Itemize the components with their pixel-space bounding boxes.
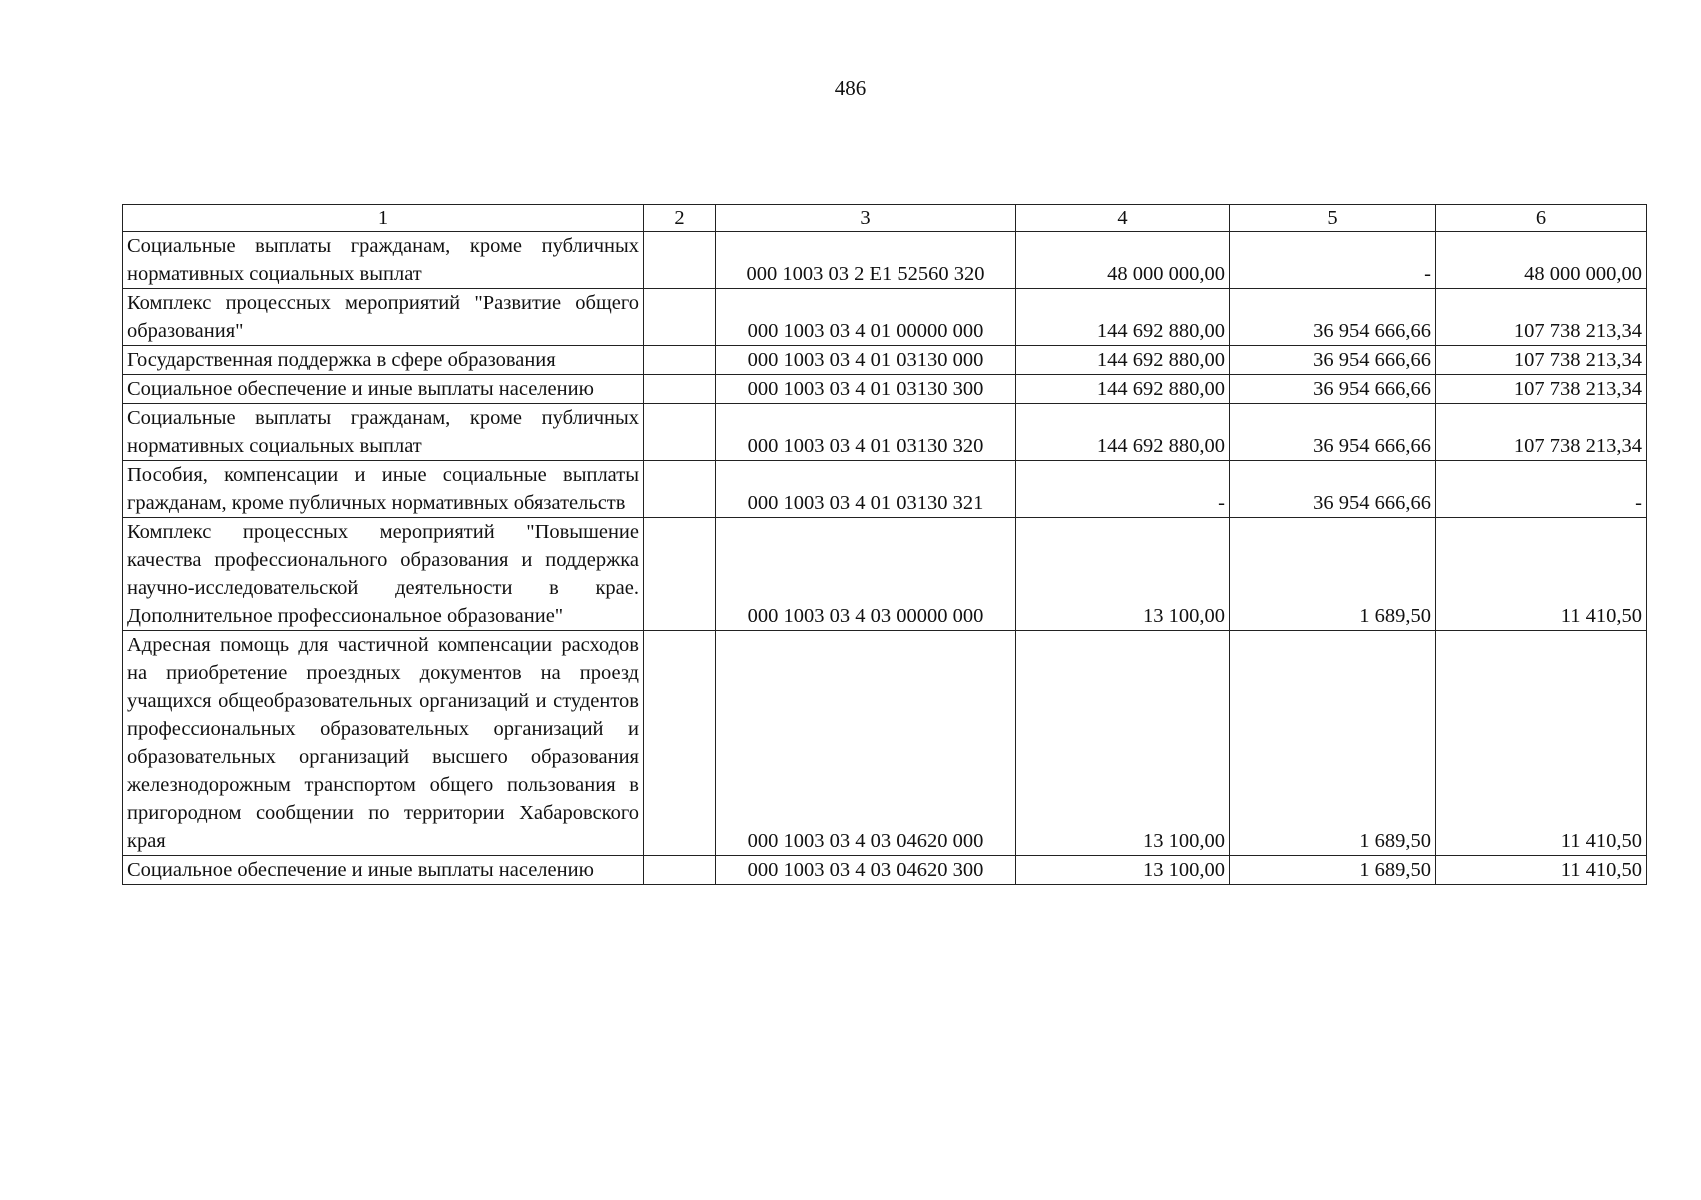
row-code: 000 1003 03 4 03 04620 000 [716, 631, 1016, 856]
row-col6: 107 738 213,34 [1436, 289, 1647, 346]
row-col4: 13 100,00 [1016, 631, 1230, 856]
column-header-2: 2 [644, 205, 716, 232]
row-col2 [644, 404, 716, 461]
row-col2 [644, 631, 716, 856]
column-header-4: 4 [1016, 205, 1230, 232]
table-row [123, 461, 1647, 518]
row-col6: 11 410,50 [1436, 631, 1647, 856]
row-col6: 48 000 000,00 [1436, 232, 1647, 289]
row-col4: 13 100,00 [1016, 856, 1230, 885]
row-name: Социальные выплаты гражданам, кроме публичных нормативных социальных выплат [123, 404, 644, 461]
row-col4: 144 692 880,00 [1016, 346, 1230, 375]
row-name: Комплекс процессных мероприятий "Развитие общего образования" [123, 289, 644, 346]
row-col5: 36 954 666,66 [1230, 461, 1436, 518]
row-col2 [644, 375, 716, 404]
row-col6: 107 738 213,34 [1436, 346, 1647, 375]
row-col2 [644, 856, 716, 885]
row-col5: 36 954 666,66 [1230, 289, 1436, 346]
row-name: Социальные выплаты гражданам, кроме публичных нормативных социальных выплат [123, 232, 644, 289]
page-number: 486 [834, 76, 867, 100]
row-code: 000 1003 03 4 01 03130 320 [716, 404, 1016, 461]
row-name: Социальное обеспечение и иные выплаты населению [123, 856, 644, 885]
row-col5: 1 689,50 [1230, 631, 1436, 856]
row-col2 [644, 518, 716, 631]
row-col4: 13 100,00 [1016, 518, 1230, 631]
table-row [123, 856, 1647, 885]
row-col4: 144 692 880,00 [1016, 289, 1230, 346]
row-col4: 48 000 000,00 [1016, 232, 1230, 289]
row-col4: 144 692 880,00 [1016, 404, 1230, 461]
row-col5: - [1230, 232, 1436, 289]
row-code: 000 1003 03 4 03 04620 300 [716, 856, 1016, 885]
row-col6: 11 410,50 [1436, 856, 1647, 885]
table-header-row [123, 205, 1647, 232]
row-col6: 107 738 213,34 [1436, 404, 1647, 461]
table-row [123, 631, 1647, 856]
row-code: 000 1003 03 4 01 03130 321 [716, 461, 1016, 518]
row-col5: 1 689,50 [1230, 518, 1436, 631]
row-name: Государственная поддержка в сфере образования [123, 346, 644, 375]
row-col5: 36 954 666,66 [1230, 375, 1436, 404]
row-col5: 36 954 666,66 [1230, 346, 1436, 375]
row-col2 [644, 346, 716, 375]
row-name: Пособия, компенсации и иные социальные выплаты гражданам, кроме публичных нормативных обязательств [123, 461, 644, 518]
table-row [123, 375, 1647, 404]
row-code: 000 1003 03 4 01 03130 000 [716, 346, 1016, 375]
row-col4: - [1016, 461, 1230, 518]
table-row [123, 232, 1647, 289]
row-col6: 107 738 213,34 [1436, 375, 1647, 404]
row-col5: 1 689,50 [1230, 856, 1436, 885]
row-name: Комплекс процессных мероприятий "Повышение качества профессионального образования и поддержка научно-исследовательской деятельности в крае. Дополнительное профессиональное образование" [123, 518, 644, 631]
row-code: 000 1003 03 4 03 00000 000 [716, 518, 1016, 631]
budget-table [122, 204, 1647, 885]
column-header-6: 6 [1436, 205, 1647, 232]
row-col2 [644, 289, 716, 346]
row-code: 000 1003 03 4 01 03130 300 [716, 375, 1016, 404]
table-row [123, 404, 1647, 461]
row-code: 000 1003 03 2 E1 52560 320 [716, 232, 1016, 289]
row-col2 [644, 232, 716, 289]
table-row [123, 518, 1647, 631]
row-col4: 144 692 880,00 [1016, 375, 1230, 404]
row-col2 [644, 461, 716, 518]
row-name: Адресная помощь для частичной компенсации расходов на приобретение проездных документов на проезд учащихся общеобразовательных организаций и студентов профессиональных образовательных организаций и образовательных организаций высшего образования железнодорожным транспортом общего пользования в пригородном сообщении по территории Хабаровского края [123, 631, 644, 856]
table-row [123, 346, 1647, 375]
row-col5: 36 954 666,66 [1230, 404, 1436, 461]
column-header-3: 3 [716, 205, 1016, 232]
column-header-1: 1 [123, 205, 644, 232]
row-code: 000 1003 03 4 01 00000 000 [716, 289, 1016, 346]
column-header-5: 5 [1230, 205, 1436, 232]
row-col6: - [1436, 461, 1647, 518]
table-row [123, 289, 1647, 346]
row-name: Социальное обеспечение и иные выплаты населению [123, 375, 644, 404]
row-col6: 11 410,50 [1436, 518, 1647, 631]
